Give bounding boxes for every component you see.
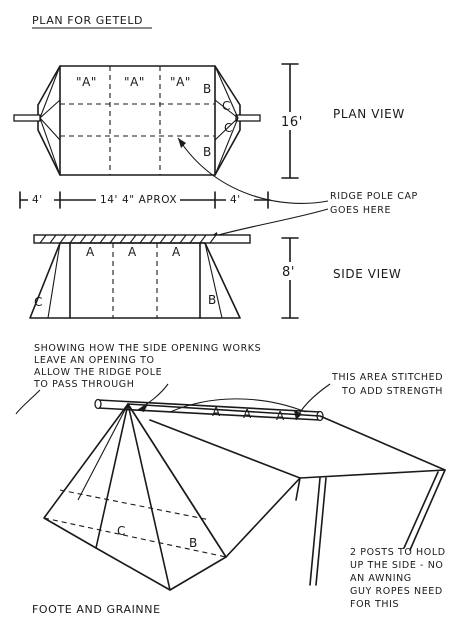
side-ridge-pole (34, 235, 250, 243)
plan-end-label: C (222, 99, 231, 113)
plan-left-fan-2 (40, 118, 60, 175)
posts-text-line: FOR THIS (350, 599, 400, 610)
side-end-seam-left (48, 243, 60, 318)
plan-left-fan-4 (40, 118, 60, 140)
drawing-title: PLAN FOR GETELD (32, 14, 144, 27)
plan-end-label: B (203, 145, 212, 159)
side-panel-label: A (86, 245, 95, 259)
plan-end-label: C (224, 121, 233, 135)
opening-text-line: LEAVE AN OPENING TO (34, 355, 155, 366)
plan-width-dimensions (20, 192, 270, 208)
opening-leader-left (16, 390, 40, 414)
ridge-cap-text-line-1: RIDGE POLE CAP (330, 191, 418, 202)
side-panel-label: A (172, 245, 181, 259)
posts-text-line: UP THE SIDE - NO (350, 560, 444, 571)
side-end-label: B (208, 293, 217, 307)
plan-panel-label: "A" (76, 75, 98, 89)
author-signature: FOOTE AND GRAINNE (32, 603, 161, 616)
cone-seam-thin (78, 404, 128, 500)
ridge-pole-left-end (14, 115, 40, 121)
plan-end-label: B (203, 82, 212, 96)
ridge-pole-end (95, 400, 101, 409)
posts-text-line: AN AWNING (350, 573, 412, 584)
ridge-cap-text-line-2: GOES HERE (330, 205, 392, 216)
stitched-annotation (294, 372, 443, 420)
perspective-panel-label: A (243, 407, 252, 421)
width-dim-right: 4' (230, 194, 241, 206)
side-panel-label: A (128, 245, 137, 259)
posts-text-line: 2 POSTS TO HOLD (350, 547, 446, 558)
side-end-label: C (34, 295, 43, 309)
cone-mid-dashed (60, 490, 210, 520)
roof-fold (150, 420, 300, 478)
opening-text-line: ALLOW THE RIDGE POLE (34, 367, 163, 378)
width-dim-middle: 14' 4" APROX (100, 194, 178, 206)
perspective-end-label: C (117, 524, 126, 538)
stitched-text-line: TO ADD STRENGTH (342, 386, 443, 397)
perspective-end-label: B (189, 536, 198, 550)
posts-annotation (350, 547, 446, 610)
side-height-dim: 8' (282, 265, 296, 280)
plan-left-fan-1 (40, 66, 60, 118)
posts-text-line: GUY ROPES NEED (350, 586, 443, 597)
stitched-text-line: THIS AREA STITCHED (332, 372, 444, 383)
roof-edge (226, 478, 300, 557)
cone-base-dashed (44, 518, 226, 557)
perspective-roof (128, 404, 445, 557)
awning-post-front-edge (316, 478, 326, 585)
plan-view (14, 64, 405, 178)
perspective-panel-label: A (276, 409, 285, 423)
width-dim-left: 4' (32, 194, 43, 206)
awning-post-front (310, 478, 320, 585)
awning-post-rear (410, 470, 445, 550)
cone-seam (128, 404, 170, 590)
perspective-panel-label: A (212, 405, 221, 419)
side-opening-annotation (16, 343, 261, 414)
ridge-pole-right-end (236, 115, 260, 121)
plan-view-label: PLAN VIEW (333, 107, 405, 121)
ridge-cap-arrowhead-plan (178, 138, 186, 148)
plan-panel-label: "A" (124, 75, 146, 89)
plan-height-dim: 16' (281, 115, 303, 130)
plan-panel-label: "A" (170, 75, 192, 89)
awning-post-rear-edge (404, 472, 438, 548)
opening-text-line: SHOWING HOW THE SIDE OPENING WORKS (34, 343, 262, 354)
opening-text-line: TO PASS THROUGH (34, 379, 135, 390)
side-view-label: SIDE VIEW (333, 267, 402, 281)
ridge-cap-leader-side (208, 209, 328, 238)
side-view (30, 235, 401, 318)
ridge-cap-annotation (178, 138, 418, 239)
